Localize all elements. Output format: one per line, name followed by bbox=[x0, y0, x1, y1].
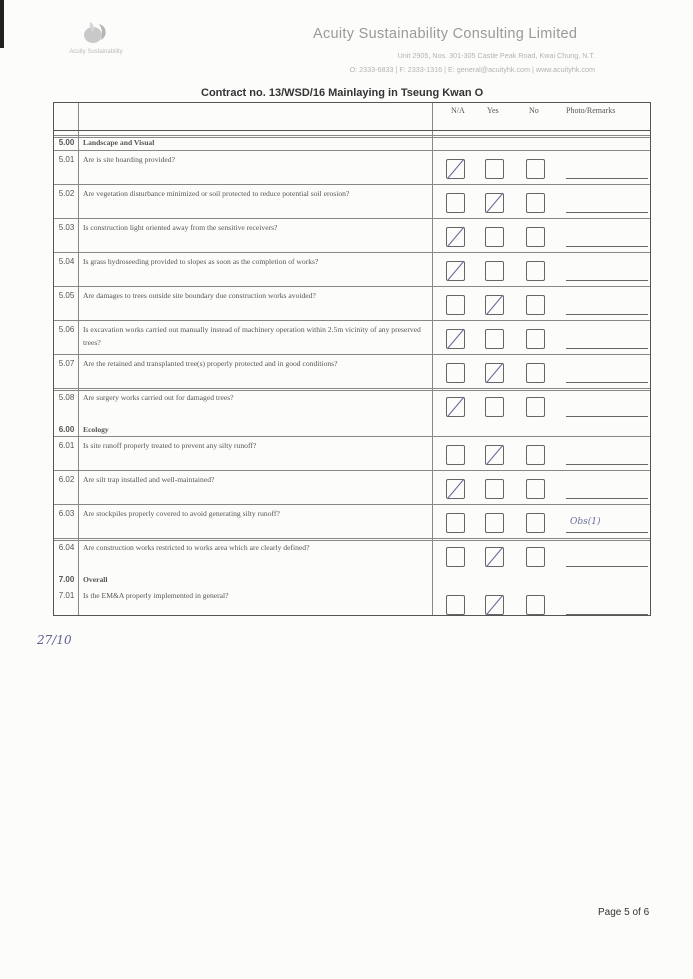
checkmark-icon bbox=[484, 292, 506, 318]
item-question: Are stockpiles properly covered to avoid generating silty runoff? bbox=[83, 509, 280, 518]
company-address bbox=[350, 49, 595, 77]
section-number: 6.00 bbox=[58, 425, 75, 434]
leaf-logo-icon bbox=[81, 18, 111, 48]
remarks-line[interactable] bbox=[566, 532, 648, 533]
checkbox-yes[interactable] bbox=[485, 227, 504, 247]
item-question: Are the retained and transplanted tree(s) properly protected and in good conditions? bbox=[83, 359, 338, 368]
checkbox-na[interactable] bbox=[446, 445, 465, 465]
checkbox-no[interactable] bbox=[526, 295, 545, 315]
remarks-line[interactable] bbox=[566, 178, 648, 179]
checkmark-icon bbox=[445, 326, 467, 352]
section-number: 7.00 bbox=[58, 575, 75, 584]
checkbox-na[interactable] bbox=[446, 295, 465, 315]
checkbox-no[interactable] bbox=[526, 397, 545, 417]
item-number: 6.04 bbox=[58, 543, 75, 552]
company-name: Acuity Sustainability Consulting Limited bbox=[313, 26, 578, 42]
remarks-line[interactable] bbox=[566, 416, 648, 417]
item-question: Are construction works restricted to works area which are clearly defined? bbox=[83, 543, 310, 552]
checkbox-na[interactable] bbox=[446, 329, 465, 349]
item-question: Is site runoff properly treated to prevent any silty runoff? bbox=[83, 441, 257, 450]
section-title: Landscape and Visual bbox=[83, 138, 155, 147]
header-divider bbox=[54, 130, 650, 131]
checkbox-yes[interactable] bbox=[485, 397, 504, 417]
checkbox-yes[interactable] bbox=[485, 159, 504, 179]
item-question: Is construction light oriented away from the sensitive receivers? bbox=[83, 223, 278, 232]
item-question: Are silt trap installed and well-maintained? bbox=[83, 475, 215, 484]
item-number: 5.03 bbox=[58, 223, 75, 232]
checkbox-yes[interactable] bbox=[485, 261, 504, 281]
checkbox-na[interactable] bbox=[446, 363, 465, 383]
item-number: 5.06 bbox=[58, 325, 75, 334]
checkmark-icon bbox=[484, 544, 506, 570]
checkmark-icon bbox=[445, 476, 467, 502]
item-question: Are damages to trees outside site boundary due construction works avoided? bbox=[83, 291, 316, 300]
checkbox-no[interactable] bbox=[526, 193, 545, 213]
checkmark-icon bbox=[484, 442, 506, 468]
checkbox-yes[interactable] bbox=[485, 595, 504, 615]
checkbox-yes[interactable] bbox=[485, 513, 504, 533]
row-divider bbox=[54, 218, 650, 219]
item-number: 5.08 bbox=[58, 393, 75, 402]
checkbox-na[interactable] bbox=[446, 595, 465, 615]
handwritten-date: 27/10 bbox=[37, 633, 72, 647]
checkbox-yes[interactable] bbox=[485, 547, 504, 567]
checkbox-no[interactable] bbox=[526, 363, 545, 383]
item-number: 5.01 bbox=[58, 155, 75, 164]
item-question: Are surgery works carried out for damaged trees? bbox=[83, 393, 234, 402]
remarks-line[interactable] bbox=[566, 382, 648, 383]
checklist-form bbox=[53, 102, 651, 616]
company-logo bbox=[68, 18, 124, 80]
item-number: 6.03 bbox=[58, 509, 75, 518]
item-question: Are is site hoarding provided? bbox=[83, 155, 175, 164]
checkbox-yes[interactable] bbox=[485, 295, 504, 315]
remarks-line[interactable] bbox=[566, 566, 648, 567]
checkbox-no[interactable] bbox=[526, 159, 545, 179]
logo-text: Acuity Sustainability bbox=[69, 49, 123, 55]
item-question: Is grass hydroseeding provided to slopes as soon as the completion of works? bbox=[83, 257, 319, 266]
checkbox-na[interactable] bbox=[446, 227, 465, 247]
col-header-no: No bbox=[529, 106, 539, 115]
remarks-line[interactable] bbox=[566, 464, 648, 465]
contract-title: Contract no. 13/WSD/16 Mainlaying in Tseung Kwan O bbox=[201, 87, 484, 99]
item-number: 5.07 bbox=[58, 359, 75, 368]
row-divider bbox=[54, 504, 650, 505]
checkmark-icon bbox=[484, 592, 506, 618]
row-divider bbox=[54, 286, 650, 287]
checkbox-yes[interactable] bbox=[485, 445, 504, 465]
page-number: Page 5 of 6 bbox=[598, 907, 650, 918]
checkbox-yes[interactable] bbox=[485, 329, 504, 349]
row-divider bbox=[54, 184, 650, 185]
checkmark-icon bbox=[445, 156, 467, 182]
item-number: 6.01 bbox=[58, 441, 75, 450]
remarks-line[interactable] bbox=[566, 212, 648, 213]
checkbox-na[interactable] bbox=[446, 397, 465, 417]
checkbox-no[interactable] bbox=[526, 261, 545, 281]
checkbox-no[interactable] bbox=[526, 595, 545, 615]
checkbox-na[interactable] bbox=[446, 193, 465, 213]
item-question: Is excavation works carried out manually instead of machinery operation within 2.5m vicinity of any preserved trees? bbox=[83, 325, 421, 347]
row-divider bbox=[54, 436, 650, 437]
item-question: Is the EM&A properly implemented in general? bbox=[83, 591, 229, 600]
section-title: Overall bbox=[83, 575, 108, 584]
remarks-line[interactable] bbox=[566, 246, 648, 247]
checkbox-no[interactable] bbox=[526, 445, 545, 465]
item-number: 5.02 bbox=[58, 189, 75, 198]
checkbox-na[interactable] bbox=[446, 479, 465, 499]
checkbox-no[interactable] bbox=[526, 479, 545, 499]
item-number: 5.04 bbox=[58, 257, 75, 266]
item-question: Are vegetation disturbance minimized or soil protected to reduce potential soil erosion? bbox=[83, 189, 350, 198]
row-divider bbox=[54, 320, 650, 321]
checkbox-no[interactable] bbox=[526, 227, 545, 247]
checkbox-no[interactable] bbox=[526, 513, 545, 533]
address-line-2: O: 2333-6833 | F: 2333-1316 | E: general@acuityhk.com | www.acuityhk.com bbox=[349, 65, 595, 74]
checkbox-na[interactable] bbox=[446, 159, 465, 179]
remarks-line[interactable] bbox=[566, 498, 648, 499]
section-number: 5.00 bbox=[58, 138, 75, 147]
row-divider bbox=[54, 252, 650, 253]
checkbox-no[interactable] bbox=[526, 329, 545, 349]
scan-edge bbox=[0, 0, 4, 48]
checkbox-na[interactable] bbox=[446, 547, 465, 567]
checkbox-na[interactable] bbox=[446, 261, 465, 281]
item-number: 7.01 bbox=[58, 591, 75, 600]
row-divider bbox=[54, 150, 650, 151]
checkmark-icon bbox=[484, 360, 506, 386]
checkmark-icon bbox=[484, 190, 506, 216]
row-divider bbox=[54, 354, 650, 355]
checkbox-yes[interactable] bbox=[485, 479, 504, 499]
remarks-line[interactable] bbox=[566, 314, 648, 315]
section-title: Ecology bbox=[83, 425, 109, 434]
checkmark-icon bbox=[445, 224, 467, 250]
checkmark-icon bbox=[445, 258, 467, 284]
col-header-yes: Yes bbox=[487, 106, 499, 115]
checkbox-yes[interactable] bbox=[485, 363, 504, 383]
remarks-line[interactable] bbox=[566, 348, 648, 349]
checkbox-yes[interactable] bbox=[485, 193, 504, 213]
col-header-na: N/A bbox=[451, 106, 465, 115]
remarks-line[interactable] bbox=[566, 280, 648, 281]
checkmark-icon bbox=[445, 394, 467, 420]
handwritten-remark: Obs(1) bbox=[570, 517, 601, 527]
address-line-1: Unit 2905, Nos. 301-305 Castle Peak Road, Kwai Chung, N.T. bbox=[397, 51, 595, 60]
remarks-line[interactable] bbox=[566, 614, 648, 615]
checkbox-na[interactable] bbox=[446, 513, 465, 533]
item-number: 6.02 bbox=[58, 475, 75, 484]
checkbox-no[interactable] bbox=[526, 547, 545, 567]
row-divider bbox=[54, 470, 650, 471]
item-number: 5.05 bbox=[58, 291, 75, 300]
col-header-remarks: Photo/Remarks bbox=[566, 106, 616, 115]
